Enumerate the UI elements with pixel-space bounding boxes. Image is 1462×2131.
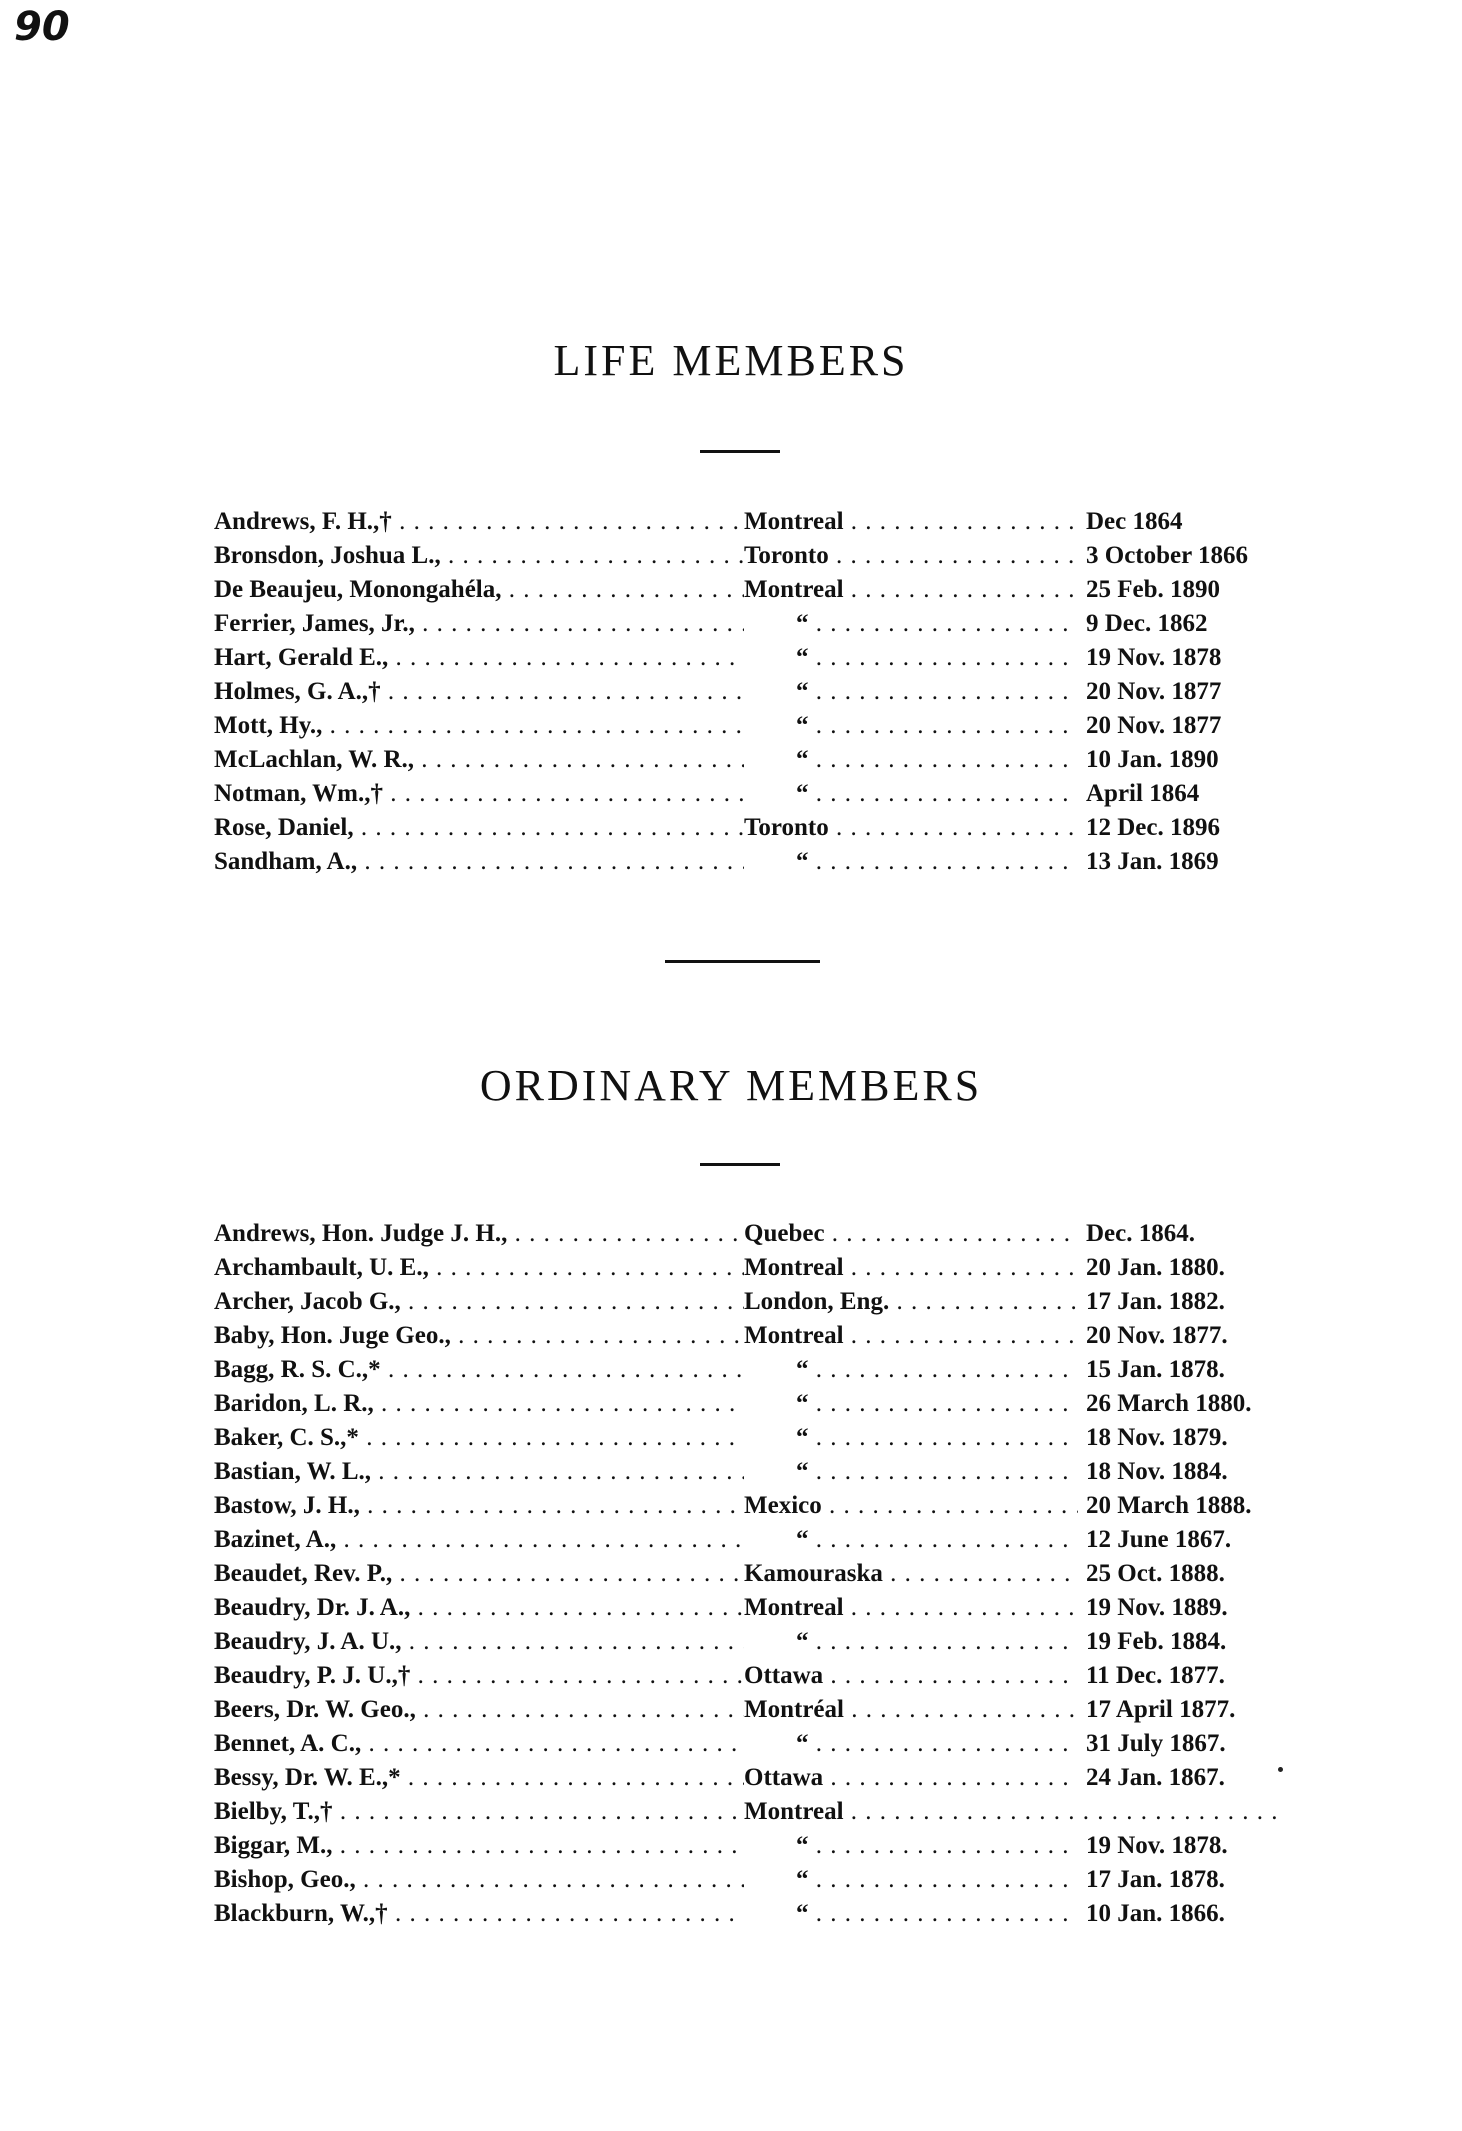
member-date: 9 Dec. 1862 (1082, 610, 1208, 638)
member-date: Dec 1864 (1082, 508, 1183, 536)
ordinary-members-title: ORDINARY MEMBERS (479, 1061, 983, 1110)
life-member-row (214, 576, 1294, 610)
member-name: Andrews, F. H.,† . . . (214, 508, 744, 536)
member-name: McLachlan, W. R., . . . (214, 746, 744, 774)
member-place: Ottawa . . . (744, 1764, 1284, 1792)
member-place: “ . . . (744, 746, 1284, 774)
member-place: Montreal . . . (744, 1322, 1284, 1350)
member-date: 26 March 1880. (1082, 1390, 1252, 1418)
member-place: Montreal . . . (744, 576, 1284, 604)
member-date: 13 Jan. 1869 (1082, 848, 1219, 876)
member-date: 10 Jan. 1866. (1082, 1900, 1225, 1928)
section-divider-rule (665, 960, 820, 963)
member-place: “ . . . (744, 1458, 1284, 1486)
life-member-row (214, 508, 1294, 542)
member-name: Hart, Gerald E., . . . (214, 644, 744, 672)
member-date: 20 Jan. 1880. (1082, 1254, 1225, 1282)
member-name: Beaudry, P. J. U.,† . . . (214, 1662, 744, 1690)
member-date: 25 Oct. 1888. (1082, 1560, 1225, 1588)
member-date: 12 Dec. 1896 (1082, 814, 1220, 842)
member-place: Montreal . . . (744, 1798, 1284, 1826)
member-name: Bastow, J. H., . . . (214, 1492, 744, 1520)
ordinary-member-row (214, 1560, 1294, 1594)
member-place: Ottawa . . . (744, 1662, 1284, 1690)
ordinary-member-row (214, 1390, 1294, 1424)
life-member-row (214, 848, 1294, 882)
member-name: Beaudry, J. A. U., . . . (214, 1628, 744, 1656)
ordinary-member-row (214, 1356, 1294, 1390)
member-name: Beaudry, Dr. J. A., . . . (214, 1594, 744, 1622)
ordinary-member-row (214, 1254, 1294, 1288)
member-date: 17 April 1877. (1082, 1696, 1235, 1724)
member-place: “ . . . (744, 1390, 1284, 1418)
member-name: Beers, Dr. W. Geo., . . . (214, 1696, 744, 1724)
member-date: 19 Feb. 1884. (1082, 1628, 1226, 1656)
ordinary-member-row (214, 1594, 1294, 1628)
life-member-row (214, 678, 1294, 712)
member-name: Holmes, G. A.,† . . . (214, 678, 744, 706)
ordinary-member-row (214, 1526, 1294, 1560)
life-members-title: LIFE MEMBERS (553, 336, 909, 385)
member-place: “ . . . (744, 1356, 1284, 1384)
ordinary-members-title-rule (700, 1163, 780, 1166)
member-name: Baker, C. S.,* . . . (214, 1424, 744, 1452)
member-place: “ . . . (744, 1730, 1284, 1758)
member-place: “ . . . (744, 678, 1284, 706)
member-date: 20 Nov. 1877 (1082, 678, 1221, 706)
life-member-row (214, 746, 1294, 780)
member-name: Baridon, L. R., . . . (214, 1390, 744, 1418)
ordinary-member-row (214, 1322, 1294, 1356)
member-name: Bessy, Dr. W. E.,* . . . (214, 1764, 744, 1792)
member-place: Montreal . . . (744, 508, 1284, 536)
member-date: 17 Jan. 1882. (1082, 1288, 1225, 1316)
ordinary-member-row (214, 1832, 1294, 1866)
member-name: Bennet, A. C., . . . (214, 1730, 744, 1758)
member-name: Bielby, T.,† . . . (214, 1798, 744, 1826)
member-name: Rose, Daniel, . . . (214, 814, 744, 842)
member-date: 25 Feb. 1890 (1082, 576, 1220, 604)
ordinary-member-row (214, 1288, 1294, 1322)
member-place: “ . . . (744, 610, 1284, 638)
ordinary-member-row (214, 1900, 1294, 1934)
member-name: Blackburn, W.,† . . . (214, 1900, 744, 1928)
member-name: Bishop, Geo., . . . (214, 1866, 744, 1894)
member-name: De Beaujeu, Monongahéla, . . . (214, 576, 744, 604)
member-date: 11 Dec. 1877. (1082, 1662, 1225, 1690)
ordinary-member-row (214, 1730, 1294, 1764)
member-name: Bazinet, A., . . . (214, 1526, 744, 1554)
member-name: Ferrier, James, Jr., . . . (214, 610, 744, 638)
member-date: 20 Nov. 1877. (1082, 1322, 1228, 1350)
member-place: “ . . . (744, 1900, 1284, 1928)
member-place: Toronto . . . (744, 542, 1284, 570)
member-date: 19 Nov. 1878 (1082, 644, 1221, 672)
member-name: Sandham, A., . . . (214, 848, 744, 876)
member-place: Montreal . . . (744, 1594, 1284, 1622)
ordinary-member-row (214, 1696, 1294, 1730)
life-members-list (214, 508, 1294, 882)
member-place: Toronto . . . (744, 814, 1284, 842)
member-date: 19 Nov. 1878. (1082, 1832, 1228, 1860)
member-name: Mott, Hy., . . . (214, 712, 744, 740)
member-place: “ . . . (744, 1526, 1284, 1554)
member-name: Archer, Jacob G., . . . (214, 1288, 744, 1316)
ordinary-member-row (214, 1866, 1294, 1900)
ordinary-member-row (214, 1458, 1294, 1492)
ordinary-member-row (214, 1764, 1294, 1798)
stray-ink-dot (1278, 1767, 1283, 1772)
member-place: “ . . . (744, 1832, 1284, 1860)
member-date: 17 Jan. 1878. (1082, 1866, 1225, 1894)
member-name: Beaudet, Rev. P., . . . (214, 1560, 744, 1588)
member-place: “ . . . (744, 780, 1284, 808)
member-date: 31 July 1867. (1082, 1730, 1226, 1758)
member-place: “ . . . (744, 1866, 1284, 1894)
member-place: “ . . . (744, 1628, 1284, 1656)
member-date: 3 October 1866 (1082, 542, 1248, 570)
member-date: Dec. 1864. (1082, 1220, 1195, 1248)
life-members-title-rule (700, 450, 780, 453)
member-name: Bronsdon, Joshua L., . . . (214, 542, 744, 570)
ordinary-member-row (214, 1662, 1294, 1696)
member-date: 20 March 1888. (1082, 1492, 1252, 1520)
member-place: “ . . . (744, 712, 1284, 740)
member-place: Mexico . . . (744, 1492, 1284, 1520)
member-date: 15 Jan. 1878. (1082, 1356, 1225, 1384)
member-date: 19 Nov. 1889. (1082, 1594, 1228, 1622)
member-place: “ . . . (744, 644, 1284, 672)
member-place: “ . . . (744, 1424, 1284, 1452)
life-member-row (214, 780, 1294, 814)
member-date: 24 Jan. 1867. (1082, 1764, 1225, 1792)
page-number: 90 (14, 4, 70, 50)
member-name: Andrews, Hon. Judge J. H., . . . (214, 1220, 744, 1248)
ordinary-member-row (214, 1798, 1294, 1832)
life-member-row (214, 610, 1294, 644)
member-place: “ . . . (744, 848, 1284, 876)
member-name: Bastian, W. L., . . . (214, 1458, 744, 1486)
ordinary-member-row (214, 1424, 1294, 1458)
ordinary-member-row (214, 1628, 1294, 1662)
member-date: 12 June 1867. (1082, 1526, 1231, 1554)
life-member-row (214, 712, 1294, 746)
member-place: Montréal . . . (744, 1696, 1284, 1724)
member-place: Quebec . . . (744, 1220, 1284, 1248)
member-name: Notman, Wm.,† . . . (214, 780, 744, 808)
member-name: Archambault, U. E., . . . (214, 1254, 744, 1282)
member-place: Montreal . . . (744, 1254, 1284, 1282)
member-date: 18 Nov. 1879. (1082, 1424, 1228, 1452)
member-name: Biggar, M., . . . (214, 1832, 744, 1860)
member-date: 18 Nov. 1884. (1082, 1458, 1228, 1486)
life-member-row (214, 542, 1294, 576)
ordinary-member-row (214, 1220, 1294, 1254)
member-place: London, Eng. . . . (744, 1288, 1284, 1316)
life-member-row (214, 644, 1294, 678)
member-place: Kamouraska . . . (744, 1560, 1284, 1588)
member-date: 20 Nov. 1877 (1082, 712, 1221, 740)
member-date: April 1864 (1082, 780, 1199, 808)
ordinary-member-row (214, 1492, 1294, 1526)
ordinary-members-list (214, 1220, 1294, 1934)
member-name: Bagg, R. S. C.,* . . . (214, 1356, 744, 1384)
member-date: 10 Jan. 1890 (1082, 746, 1219, 774)
life-member-row (214, 814, 1294, 848)
member-name: Baby, Hon. Juge Geo., . . . (214, 1322, 744, 1350)
